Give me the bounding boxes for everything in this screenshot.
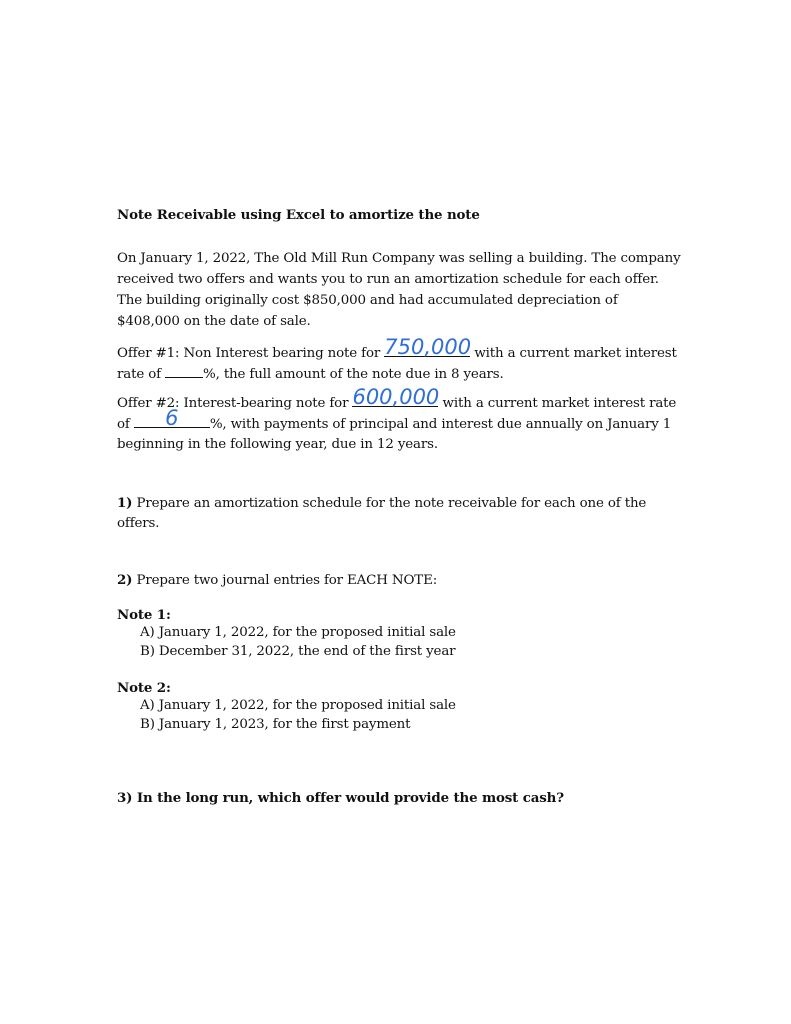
intro-line-4: $408,000 on the date of sale. [117, 314, 311, 329]
question-2 [117, 571, 437, 590]
offer1-suffix: with a current market interest [470, 346, 677, 361]
question-1-number: 1) [117, 495, 133, 511]
intro-line-1: On January 1, 2022, The Old Mill Run Company was selling a building. The company [117, 251, 681, 266]
note2-item-b: B) January 1, 2023, for the first payment [140, 717, 411, 732]
offer2-line-3: beginning in the following year, due in 12 years. [117, 437, 438, 452]
offer2-rate-suffix: %, with payments of principal and interest due annually on January 1 [209, 417, 672, 432]
question-1-line-1 [117, 494, 646, 513]
intro-line-3: The building originally cost $850,000 and had accumulated depreciation of [117, 293, 618, 308]
offer1-rate-blank [165, 364, 203, 378]
question-3: 3) In the long run, which offer would provide the most cash? [117, 790, 564, 806]
note1-heading: Note 1: [117, 607, 171, 623]
offer1-amount-blank [384, 335, 472, 359]
offer2-amount-handwritten: 600,000 [352, 385, 440, 409]
note2-heading: Note 2: [117, 680, 171, 696]
document-title: Note Receivable using Excel to amortize the note [117, 207, 480, 223]
note1-item-a: A) January 1, 2022, for the proposed initial sale [140, 625, 456, 640]
note2-item-a: A) January 1, 2022, for the proposed initial sale [140, 698, 456, 713]
offer1-rate-suffix: %, the full amount of the note due in 8 years. [203, 367, 504, 382]
offer2-prefix: Offer #2: Interest-bearing note for [117, 396, 353, 411]
offer2-rate-blank [134, 406, 210, 430]
offer2-line-2 [117, 406, 672, 434]
offer1-line-2 [117, 364, 504, 384]
offer1-prefix: Offer #1: Non Interest bearing note for [117, 346, 385, 361]
intro-line-2: received two offers and wants you to run an amortization schedule for each offer. [117, 272, 659, 287]
offer2-suffix: with a current market interest rate [438, 396, 677, 411]
offer2-rate-prefix: of [117, 417, 134, 432]
offer1-amount-handwritten: 750,000 [384, 335, 472, 359]
offer2-rate-handwritten: 6 [165, 406, 179, 430]
offer1-line-1 [117, 335, 677, 363]
note1-item-b: B) December 31, 2022, the end of the first year [140, 644, 456, 659]
question-2-number: 2) [117, 572, 133, 588]
offer1-rate-prefix: rate of [117, 367, 166, 382]
question-1-text: Prepare an amortization schedule for the note receivable for each one of the [132, 496, 647, 511]
question-1-line-2: offers. [117, 516, 160, 531]
offer2-amount-blank [352, 385, 440, 409]
question-2-text: Prepare two journal entries for EACH NOTE: [132, 573, 438, 588]
